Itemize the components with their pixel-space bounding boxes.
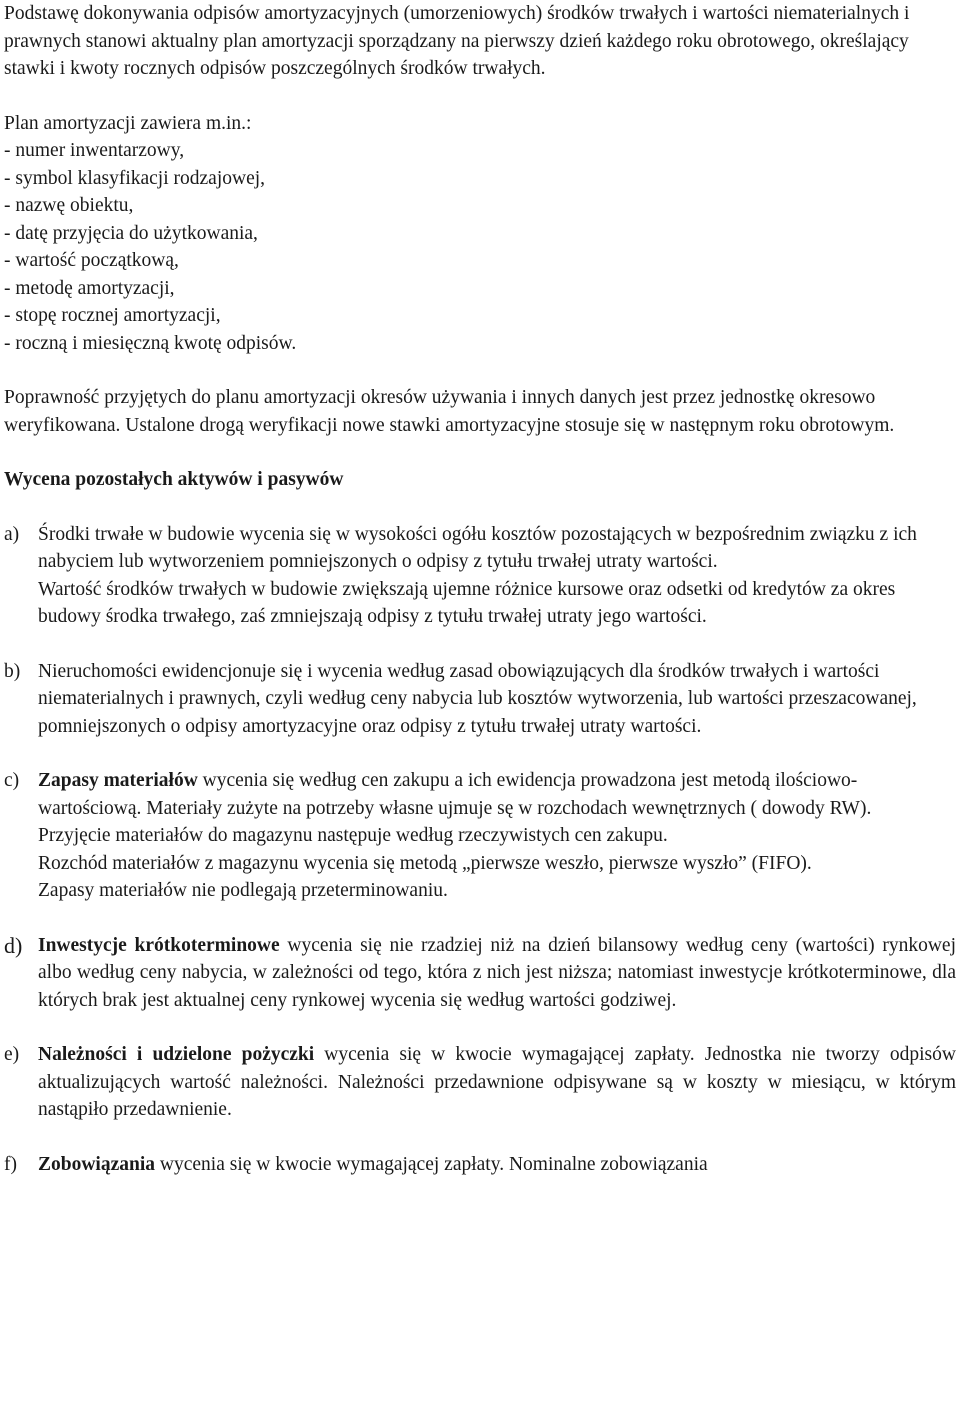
plan-list-item: - datę przyjęcia do użytkowania, xyxy=(4,222,258,244)
plan-list-item: - wartość początkową, xyxy=(4,250,179,271)
item-c-paragraph-4: Zapasy materiałów nie podlegają przeterminowaniu. xyxy=(38,880,448,901)
item-f-bold-term: Zobowiązania xyxy=(38,1153,156,1175)
item-c-bold-term: Zapasy materiałów xyxy=(38,770,198,791)
item-b xyxy=(4,658,956,741)
item-f-marker: f) xyxy=(4,1153,17,1175)
item-a-paragraph-1: Środki trwałe w budowie wycenia się w wysokości ogółu kosztów pozostających w bezpośrednim związku z ich nabyciem lub wytworzeniem pomniejszonych o odpisy z tytułu trwałej utraty wartości. xyxy=(38,523,917,572)
item-e-paragraph-text: wycenia się w kwocie wymagającej zapłaty. Jednostka nie tworzy odpisów aktualizujących wartość należności. Należności przedawnione odpisywane są w koszty w miesiącu, w którym nastąpiło przedawnienie. xyxy=(38,1044,956,1120)
item-c-paragraph-1-text: wycenia się według cen zakupu a ich ewidencja prowadzona jest metodą ilościowo-wartościową. Materiały zużyte na potrzeby własne ujmuje sę w rozchodach wewnętrznych ( dowody RW). xyxy=(38,770,872,819)
plan-list-item: - nazwę obiektu, xyxy=(4,195,134,216)
plan-block xyxy=(4,110,956,358)
plan-list-item: - metodę amortyzacji, xyxy=(4,277,175,299)
item-c xyxy=(4,767,956,905)
item-f-paragraph-text: wycenia się w kwocie wymagającej zapłaty. Nominalne zobowiązania xyxy=(155,1153,708,1175)
item-d-paragraph xyxy=(38,932,956,1015)
item-e-marker: e) xyxy=(4,1044,20,1065)
item-e xyxy=(4,1041,956,1124)
plan-list xyxy=(4,137,956,357)
intro-paragraph: Podstawę dokonywania odpisów amortyzacyjnych (umorzeniowych) środków trwałych i wartości niematerialnych i prawnych stanowi aktualny plan amortyzacji sporządzany na pierwszy dzień każdego roku obrotowego, określający stawki i kwoty rocznych odpisów poszczególnych środków trwałych. xyxy=(4,3,910,79)
plan-list-item: - roczną i miesięczną kwotę odpisów. xyxy=(4,332,297,354)
item-d-bold-term: Inwestycje krótkoterminowe xyxy=(38,934,280,956)
plan-list-item: - stopę rocznej amortyzacji, xyxy=(4,305,221,326)
section-heading: Wycena pozostałych aktywów i pasywów xyxy=(4,469,344,490)
plan-list-item: - numer inwentarzowy, xyxy=(4,140,185,161)
verification-paragraph: Poprawność przyjętych do planu amortyzacji okresów używania i innych danych jest przez jednostkę okresowo weryfikowana. Ustalone drogą weryfikacji nowe stawki amortyzacyjne stosuje się w następnym roku obrotowym. xyxy=(4,387,895,436)
item-f-paragraph xyxy=(38,1151,956,1179)
item-a-marker: a) xyxy=(4,523,20,545)
item-e-paragraph xyxy=(38,1041,956,1124)
item-c-paragraph-3: Rozchód materiałów z magazynu wycenia się metodą „pierwsze weszło, pierwsze wyszło” (FIFO). xyxy=(38,852,812,874)
item-d-paragraph-text: wycenia się nie rzadziej niż na dzień bilansowy według ceny (wartości) rynkowej albo według ceny nabycia, w zależności od tego, która z nich jest niższa; natomiast inwestycje krótkoterminowe, dla których brak jest aktualnej ceny rynkowej wycenia się według wartości godziwej. xyxy=(38,934,956,1011)
item-d-marker: d) xyxy=(4,932,23,958)
item-c-paragraph-1 xyxy=(38,767,956,822)
plan-heading: Plan amortyzacji zawiera m.in.: xyxy=(4,112,252,134)
item-b-paragraph: Nieruchomości ewidencjonuje się i wycenia według zasad obowiązujących dla środków trwałych i wartości niematerialnych i prawnych, czyli według ceny nabycia lub kosztów wytworzenia, lub wartości przeszacowanej, pomniejszonych o odpisy amortyzacyjne oraz odpisy z tytułu trwałej utraty wartości. xyxy=(38,660,917,737)
item-c-marker: c) xyxy=(4,770,20,791)
item-a xyxy=(4,521,956,631)
item-b-marker: b) xyxy=(4,660,21,682)
document-page xyxy=(4,0,956,1178)
item-f xyxy=(4,1151,956,1179)
item-e-bold-term: Należności i udzielone pożyczki xyxy=(38,1044,315,1065)
item-a-paragraph-2: Wartość środków trwałych w budowie zwiększają ujemne różnice kursowe oraz odsetki od kredytów za okres budowy środka trwałego, zaś zmniejszają odpisy z tytułu trwałej utraty jego wartości. xyxy=(38,578,896,627)
item-d xyxy=(4,932,956,1015)
item-c-paragraph-2: Przyjęcie materiałów do magazynu następuje według rzeczywistych cen zakupu. xyxy=(38,825,668,846)
plan-list-item: - symbol klasyfikacji rodzajowej, xyxy=(4,167,266,189)
